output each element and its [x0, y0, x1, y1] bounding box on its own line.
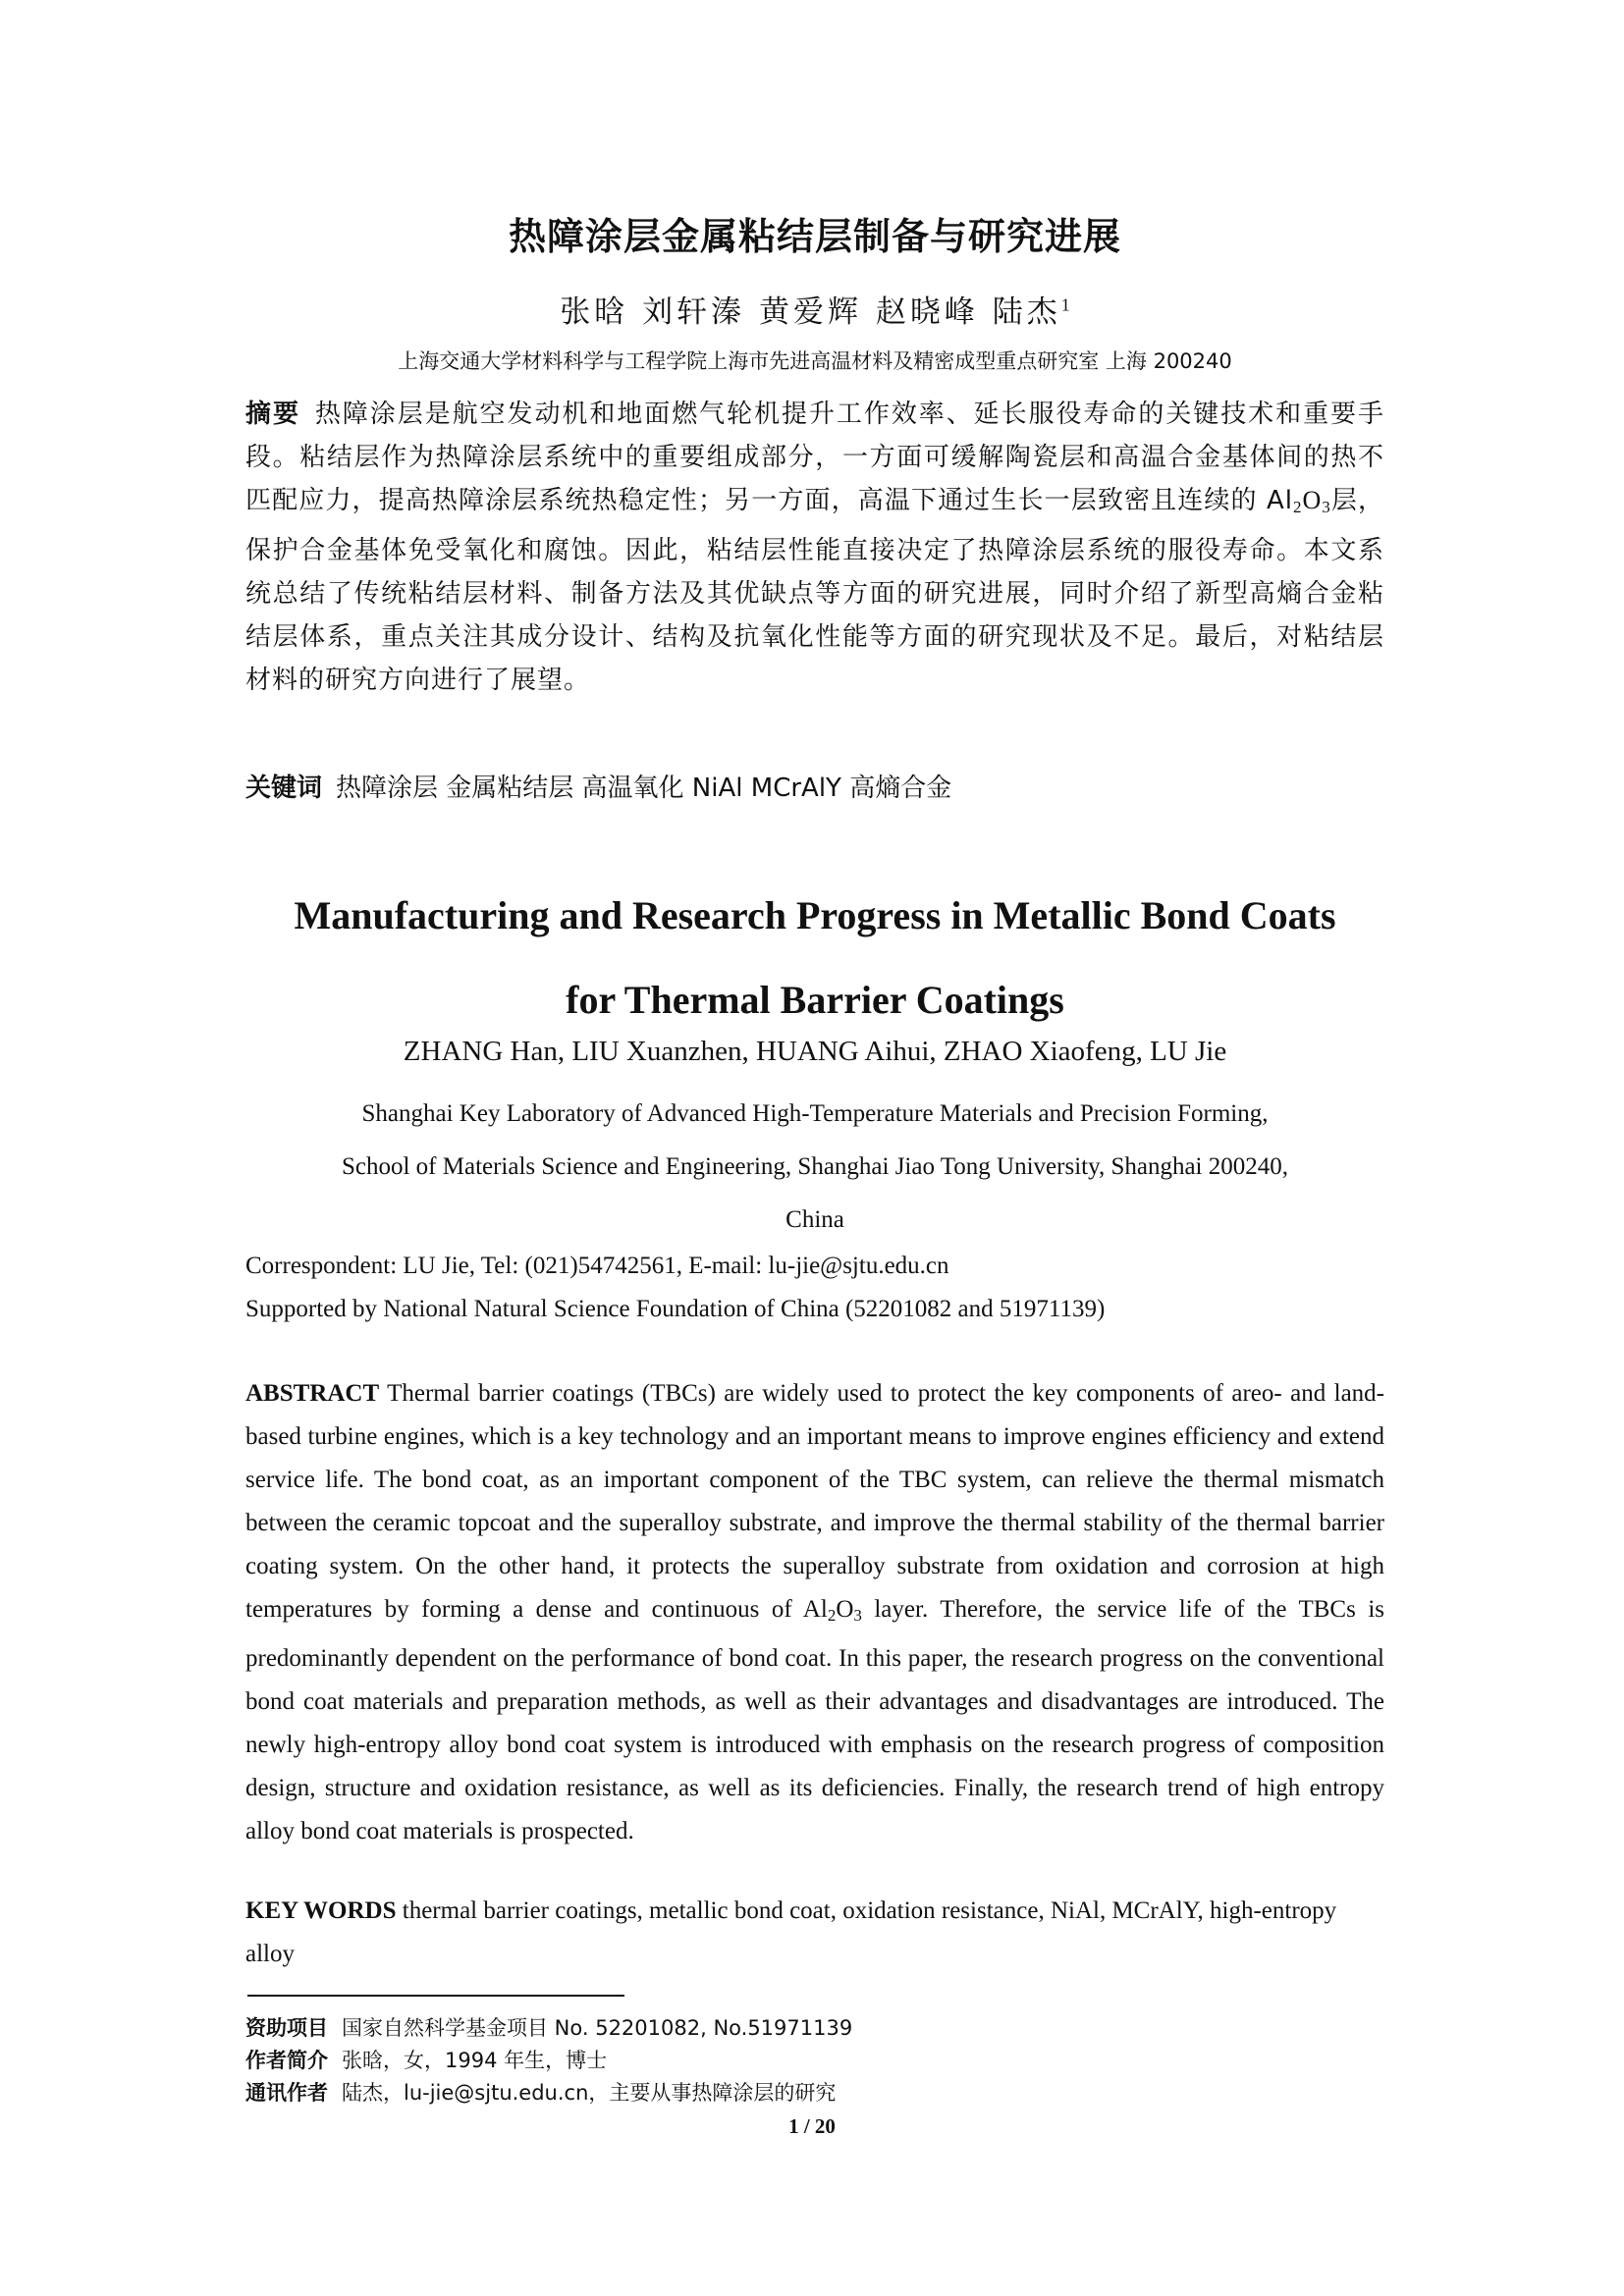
cn-abstract-sub-1: 2 [1292, 498, 1303, 516]
cn-abstract [245, 393, 1384, 702]
en-affiliation [245, 1088, 1384, 1247]
en-title [245, 874, 1384, 1042]
en-abstract-label: ABSTRACT [245, 1380, 380, 1407]
en-affil-line-1: Shanghai Key Laboratory of Advanced High-Temperature Materials and Precision Forming, [361, 1100, 1269, 1127]
footnote-author-bio [245, 2045, 1384, 2077]
footnote-text: 国家自然科学基金项目 No. 52201082, No.51971139 [342, 2016, 853, 2040]
cn-author-names: 张晗 刘轩溱 黄爱辉 赵晓峰 陆杰 [560, 294, 1061, 330]
cn-abstract-mid: O [1302, 486, 1323, 514]
en-correspondent: Correspondent: LU Jie, Tel: (021)54742561, E-mail: lu-jie@sjtu.edu.cn [245, 1253, 949, 1279]
cn-abstract-label: 摘要 [245, 400, 300, 429]
cn-affiliation: 上海交通大学材料科学与工程学院上海市先进高温材料及精密成型重点研究室 上海 200240 [398, 349, 1232, 373]
en-abstract-sub-1: 2 [827, 1606, 837, 1625]
en-authors: ZHANG Han, LIU Xuanzhen, HUANG Aihui, ZHAO Xiaofeng, LU Jie [403, 1036, 1227, 1067]
author-affiliation-sup: 1 [1060, 294, 1070, 315]
en-affil-line-3: China [785, 1206, 844, 1233]
en-title-line-1: Manufacturing and Research Progress in Metallic Bond Coats [294, 893, 1336, 937]
en-abstract-sub-2: 3 [853, 1606, 862, 1625]
en-abstract-text-1: Thermal barrier coatings (TBCs) are widely used to protect the key components of areo- and land-based turbine engines, which is a key technology and an important means to improve engines efficiency and extend service life. The bond coat, as an important component of the TBC system, can relieve the thermal mismatch between the ceramic topcoat and the superalloy substrate, and improve the thermal stability of the thermal barrier coating system. On the other hand, it protects the superalloy substrate from oxidation and corrosion at high temperatures by forming a dense and continuous of Al [245, 1380, 1384, 1623]
page-number: 1 / 20 [788, 2114, 836, 2138]
en-abstract-text-2: layer. Therefore, the service life of the TBCs is predominantly dependent on the performance of bond coat. In this paper, the research progress on the conventional bond coat materials and preparation methods, as well as their advantages and disadvantages are introduced. The newly high-entropy alloy bond coat system is introduced with emphasis on the research progress of composition design, structure and oxidation resistance, as well as its deficiencies. Finally, the research trend of high entropy alloy bond coat materials is prospected. [245, 1596, 1384, 1844]
en-supported: Supported by National Natural Science Foundation of China (52201082 and 51971139) [245, 1296, 1106, 1322]
cn-authors [245, 287, 1384, 331]
footnote-funding [245, 2012, 1384, 2045]
cn-keywords [245, 768, 1384, 804]
cn-abstract-text-2: 层，保护合金基体免受氧化和腐蚀。因此，粘结层性能直接决定了热障涂层系统的服役寿命。本文系统总结了传统粘结层材料、制备方法及其优缺点等方面的研究进展，同时介绍了新型高熵合金粘结层体系，重点关注其成分设计、结构及抗氧化性能等方面的研究现状及不足。最后，对粘结层材料的研究方向进行了展望。 [245, 486, 1384, 695]
en-abstract [245, 1372, 1384, 1853]
cn-title: 热障涂层金属粘结层制备与研究进展 [508, 215, 1121, 258]
en-keywords-label: KEY WORDS [245, 1897, 397, 1924]
en-keywords-text: thermal barrier coatings, metallic bond coat, oxidation resistance, NiAl, MCrAlY, high-entropy alloy [245, 1897, 1337, 1967]
en-affil-line-2: School of Materials Science and Engineering, Shanghai Jiao Tong University, Shanghai 200240, [341, 1153, 1289, 1180]
cn-keywords-text: 热障涂层 金属粘结层 高温氧化 NiAl MCrAlY 高熵合金 [336, 774, 952, 803]
en-abstract-mid: O [836, 1596, 854, 1623]
cn-keywords-label: 关键词 [245, 774, 323, 803]
en-correspondence [245, 1245, 1384, 1331]
cn-abstract-sub-2: 3 [1322, 498, 1331, 516]
cn-abstract-text-1: 热障涂层是航空发动机和地面燃气轮机提升工作效率、延长服役寿命的关键技术和重要手段。粘结层作为热障涂层系统中的重要组成部分，一方面可缓解陶瓷层和高温合金基体间的热不匹配应力，提高热障涂层系统热稳定性；另一方面，高温下通过生长一层致密且连续的 Al [245, 400, 1384, 515]
footnote-divider [247, 1995, 624, 1997]
footnotes [245, 2012, 1384, 2109]
en-keywords [245, 1890, 1384, 1976]
en-title-line-2: for Thermal Barrier Coatings [566, 978, 1064, 1022]
footnote-text: 陆杰，lu-jie@sjtu.edu.cn，主要从事热障涂层的研究 [342, 2081, 837, 2105]
footnote-label: 资助项目 [245, 2016, 328, 2040]
footnote-text: 张晗，女，1994 年生，博士 [342, 2049, 608, 2072]
footnote-label: 作者简介 [245, 2049, 328, 2072]
footnote-corresponding [245, 2077, 1384, 2109]
footnote-label: 通讯作者 [245, 2081, 328, 2105]
